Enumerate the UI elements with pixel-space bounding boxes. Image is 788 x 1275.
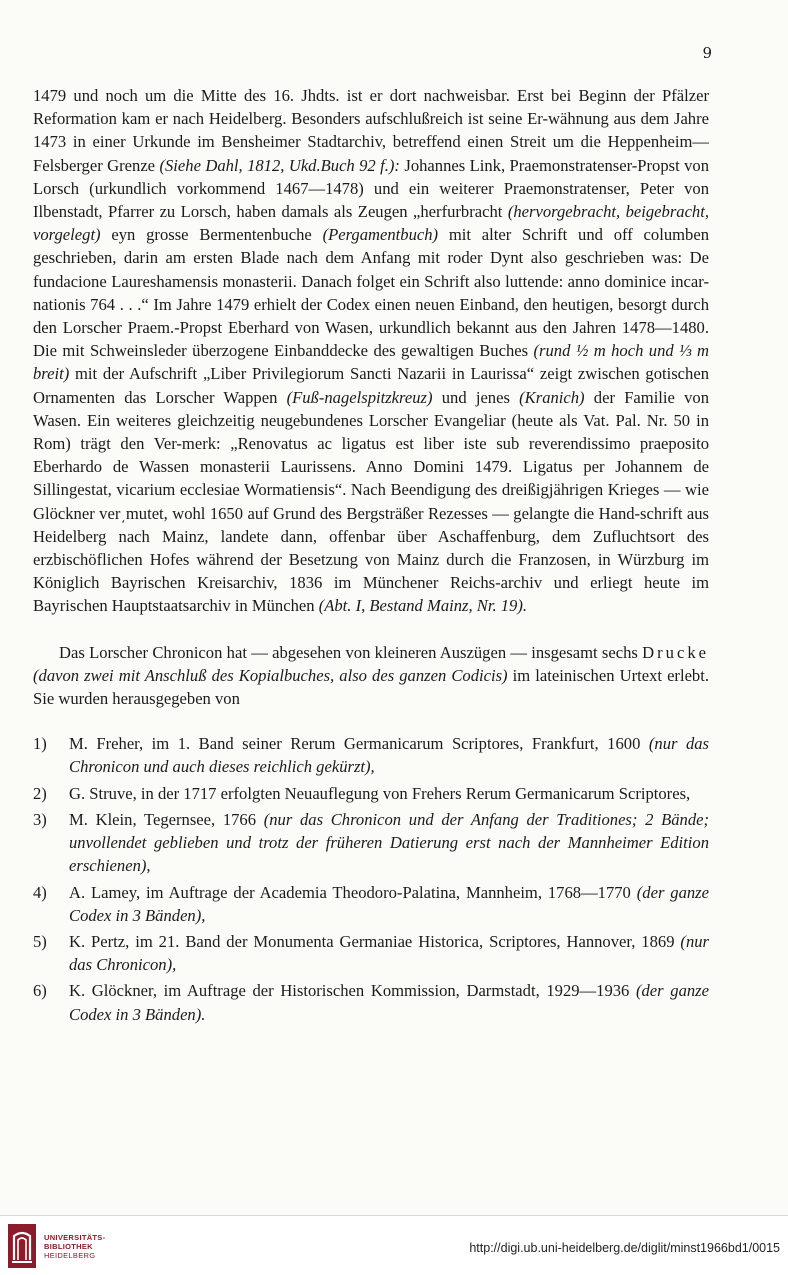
italic-text-run: (nur das Chronicon und der Anfang der Traditiones; 2 Bände; unvollendet geblieben und trotz der früheren Datierung erst nach der Mannheimer Edition erschienen), xyxy=(69,809,710,876)
logo-line-2: BIBLIOTHEK xyxy=(44,1242,93,1251)
italic-text-run: (Kranich) xyxy=(519,387,585,407)
text-run: der Familie von Wasen. Ein weiteres gleichzeitig neugebundenes Lorscher Evangeliar (heute als Vat. Pal. Nr. 50 in Rom) trägt den Ver-merk: „Renovatus ac ligatus est liber iste sub reverendissimo praeposito Eberhardo de Wassen monasterii Laurissens. Anno Domini 1479. Ligatus per Johannem de Sillingestat, vicarium ecclesiae Wormatiensis“. Nach Beendigung des dreißigjährigen Krieges — wie Glöckner ver͵mutet, wohl 1650 auf Grund des Bergsträßer Rezesses — gelangte die Hand-schrift aus Heidelberg nach Mainz, landete dann, offenbar über Aschaffenburg, dem Zufluchtsort des erzbischöflichen Hofes während der Besetzung von Mainz durch die Franzosen, in Würzburg im Königlich Bayrischen Kreisarchiv, 1836 im Münchener Reichs-archiv und erliegt heute im Bayrischen Hauptstaatsarchiv in München xyxy=(33,387,709,616)
italic-text-run: (der ganze Codex in 3 Bänden). xyxy=(69,981,709,1024)
list-item-text xyxy=(69,732,709,778)
text-run: und jenes xyxy=(432,387,520,407)
list-item-number: 1) xyxy=(33,734,47,754)
paragraph-2 xyxy=(33,641,709,711)
italic-text-run: (rund ½ m hoch und ⅓ m breit) xyxy=(33,341,709,384)
list-item xyxy=(33,808,709,878)
text-run: eyn grosse Bermentenbuche xyxy=(100,225,323,245)
paragraph-1 xyxy=(33,84,709,618)
text-run: im lateinischen Urtext erlebt. Sie wurden herausgegeben von xyxy=(33,665,709,709)
list-item-number: 6) xyxy=(33,981,47,1001)
library-logo-text xyxy=(44,1233,105,1260)
logo-line-1: UNIVERSITÄTS- xyxy=(44,1233,106,1242)
list-item-text xyxy=(69,881,709,927)
italic-text-run: (davon zwei mit Anschluß des Kopialbuches, also des ganzen Codicis) xyxy=(33,665,508,685)
italic-text-run: (Siehe Dahl, 1812, Ukd.Buch 92 f.): xyxy=(159,155,400,175)
list-item xyxy=(33,881,709,927)
italic-text-run: (Abt. I, Bestand Mainz, Nr. 19). xyxy=(318,596,528,616)
editions-list xyxy=(33,732,709,1025)
text-run: Johannes Link, Praemonstratenser-Propst von Lorsch (urkundlich vorkommend 1467—1478) und ein weiterer Praemonstratenser, Peter von Ilbenstadt, Pfarrer zu Lorsch, haben damals als Zeugen „herfurbracht xyxy=(33,155,710,222)
list-item xyxy=(33,979,709,1025)
page-number: 9 xyxy=(702,44,712,62)
text-run: mit der Aufschrift „Liber Privilegiorum Sancti Nazarii in Laurissa“ zeigt zwischen gotischen Ornamenten das Lorscher Wappen xyxy=(33,364,709,407)
italic-text-run: (hervorgebracht, beigebracht, vorgelegt) xyxy=(33,202,709,245)
text-run: Das Lorscher Chronicon hat — abgesehen von kleineren Auszügen — insgesamt sechs xyxy=(59,642,643,662)
list-item-number: 4) xyxy=(33,882,47,902)
list-item-text xyxy=(69,782,709,805)
logo-line-3: HEIDELBERG xyxy=(44,1251,96,1260)
list-item xyxy=(33,782,709,805)
library-logo-icon xyxy=(8,1224,36,1268)
body-text xyxy=(33,84,709,1029)
italic-text-run: (Pergamentbuch) xyxy=(322,225,439,245)
italic-text-run: (Fuß-nagelspitzkreuz) xyxy=(286,387,433,407)
text-run: K. Pertz, im 21. Band der Monumenta Germaniae Historica, Scriptores, Hannover, 1869 xyxy=(69,931,681,951)
list-item xyxy=(33,930,709,976)
list-item-text xyxy=(69,808,709,878)
list-item-text xyxy=(69,930,709,976)
text-run: 1479 und noch um die Mitte des 16. Jhdts. ist er dort nachweisbar. Erst bei Beginn der Pfälzer Reformation kam er nach Heidelberg. Besonders aufschlußreich ist seine Er-wähnung aus dem Jahre 1473 in einer Urkunde im Bensheimer Stadtarchiv, betreffend einen Streit um die Heppenheim—Felsberger Grenze xyxy=(33,86,709,175)
list-item-number: 5) xyxy=(33,931,47,951)
text-run: G. Struve, in der 1717 erfolgten Neuauflegung von Frehers Rerum Germanicarum Scriptores, xyxy=(69,783,691,803)
text-run: K. Glöckner, im Auftrage der Historischen Kommission, Darmstadt, 1929—1936 xyxy=(69,981,636,1001)
text-run: M. Freher, im 1. Band seiner Rerum Germanicarum Scriptores, Frankfurt, 1600 xyxy=(69,734,649,754)
emphasized-text-run: Drucke xyxy=(642,642,709,662)
source-url-link[interactable]: http://digi.ub.uni-heidelberg.de/diglit/minst1966bd1/0015 xyxy=(469,1241,780,1255)
italic-text-run: (nur das Chronicon und auch dieses reichlich gekürzt), xyxy=(69,734,709,777)
list-item-text xyxy=(69,979,709,1025)
list-item xyxy=(33,732,709,778)
text-run: A. Lamey, im Auftrage der Academia Theodoro-Palatina, Mannheim, 1768—1770 xyxy=(69,882,637,902)
list-item-number: 3) xyxy=(33,809,47,829)
list-item-number: 2) xyxy=(33,783,47,803)
text-run: M. Klein, Tegernsee, 1766 xyxy=(69,809,264,829)
italic-text-run: (nur das Chronicon), xyxy=(69,931,709,975)
footer-bar xyxy=(0,1215,788,1275)
text-run: mit alter Schrift und off columben geschrieben, darin am ersten Blade nach dem Anfang mit roder Dynt also geschrieben was: De fundacione Laureshamensis monasterii. Danach folget ein Schrift also luttende: anno dominice incar-nationis 764 . . .“ Im Jahre 1479 erhielt der Codex einen neuen Einband, den heutigen, besorgt durch den Lorscher Praem.-Propst Eberhard von Wasen, urkundlich bekannt aus den Jahren 1478—1480. Die mit Schweinsleder überzogene Einbanddecke des gewaltigen Buches xyxy=(33,225,709,361)
italic-text-run: (der ganze Codex in 3 Bänden), xyxy=(69,882,709,925)
